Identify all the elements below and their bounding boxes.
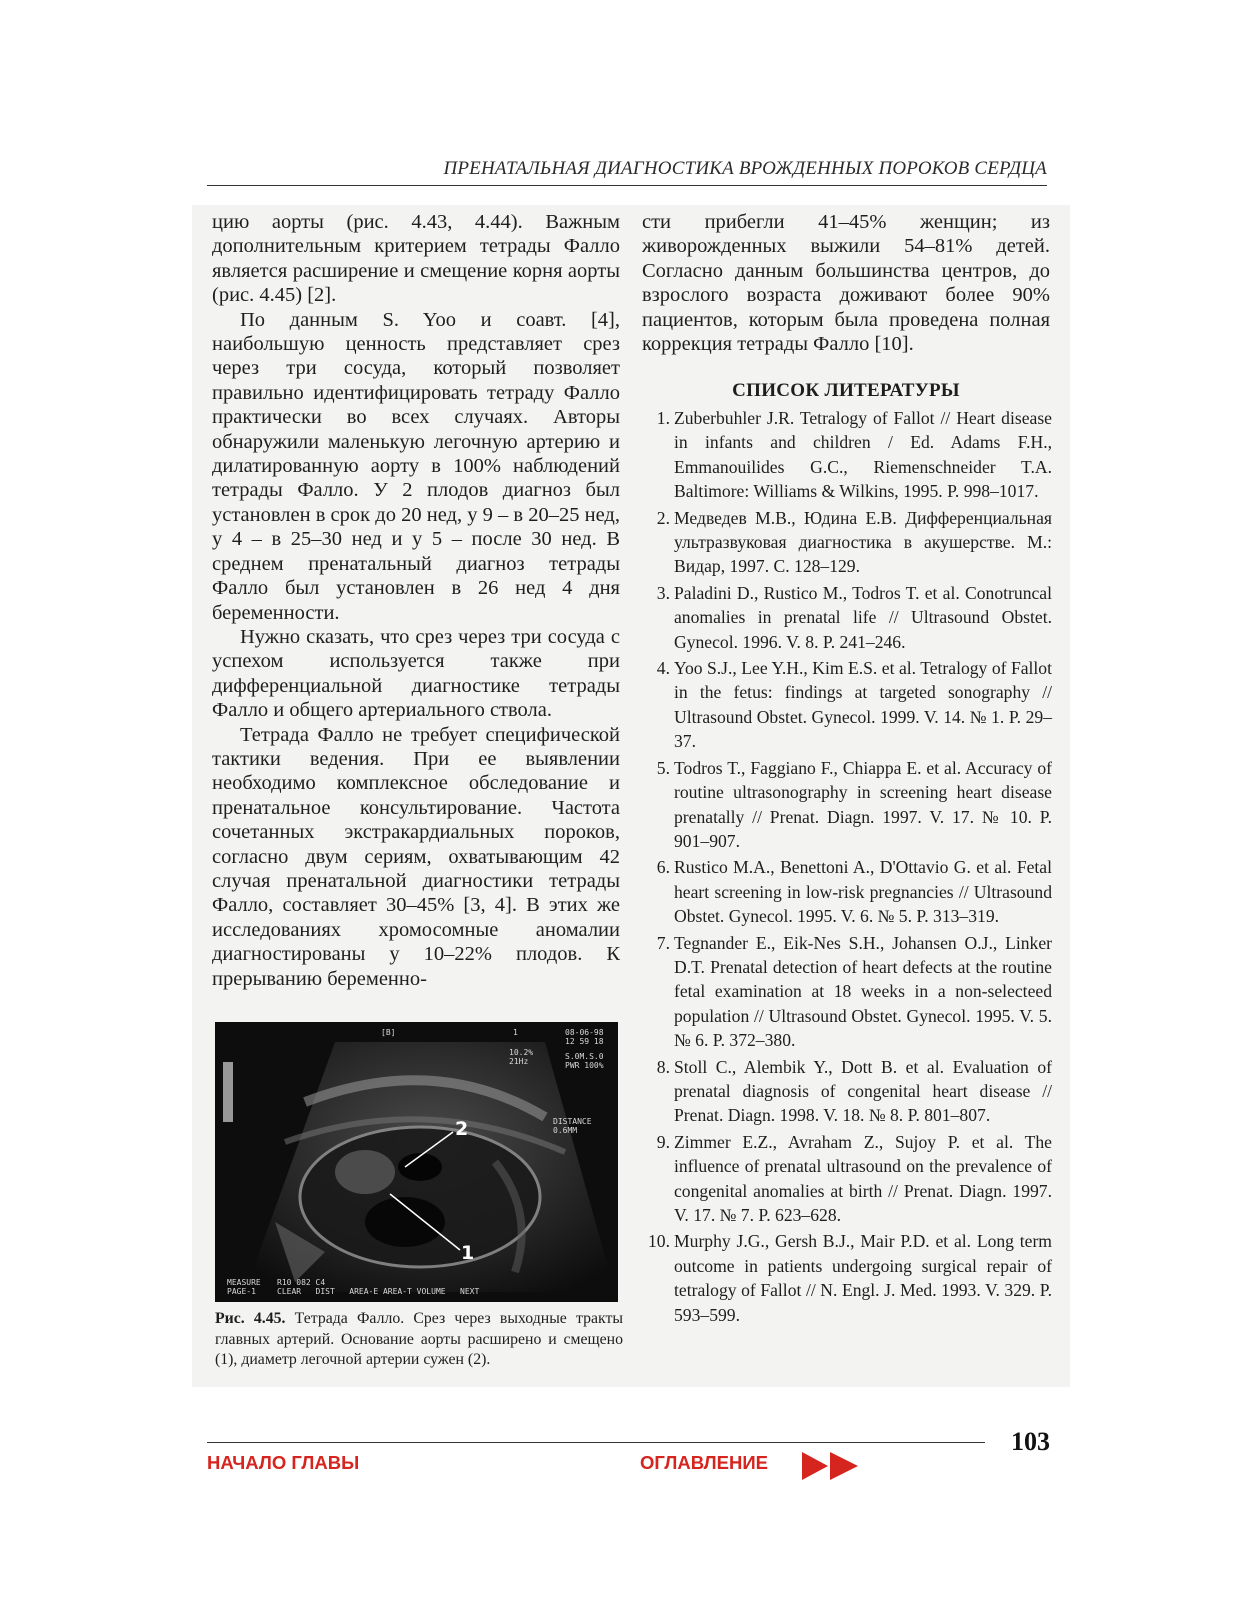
running-header: ПРЕНАТАЛЬНАЯ ДИАГНОСТИКА ВРОЖДЕННЫХ ПОРОКОВ СЕРДЦА: [443, 158, 1047, 179]
reference-item: [642, 855, 1052, 928]
reference-number: 10.: [648, 1231, 670, 1252]
right-text-column: [642, 210, 1050, 356]
figure-caption: [215, 1309, 623, 1371]
scan-overlay-datetime: 08-06-98 12 59 18: [565, 1028, 604, 1046]
reference-number: 3.: [656, 582, 670, 603]
header-divider: [207, 185, 1047, 186]
reference-text: Stoll C., Alembik Y., Dott B. et al. Evaluation of prenatal diagnosis of congenital heart disease // Prenat. Diagn. 1998. V. 18. № 8. P. 801–807.: [674, 1056, 1052, 1126]
reference-item: [642, 1055, 1052, 1128]
paragraph: Нужно сказать, что срез через три сосуда с успехом используется также при дифференциальной диагностике тетрады Фалло и общего артериального ствола.: [212, 625, 620, 722]
reference-item: [642, 1130, 1052, 1228]
reference-item: [642, 1229, 1052, 1327]
scan-overlay-text: [B]: [381, 1028, 396, 1037]
scan-overlay-text: 1: [513, 1028, 518, 1037]
reference-number: 1.: [656, 408, 670, 428]
ultrasound-scan-image: [215, 1022, 618, 1302]
reference-item: [642, 581, 1052, 654]
reference-text: Медведев М.В., Юдина Е.В. Дифференциальная ультразвуковая диагностика в акушерстве. М.: Видар, 1997. С. 128–129.: [674, 507, 1052, 577]
reference-text: Yoo S.J., Lee Y.H., Kim E.S. et al. Tetralogy of Fallot in the fetus: findings at targeted sonography // Ultrasound Obstet. Gynecol. 1999. V. 14. № 1. P. 29–37.: [674, 658, 1052, 752]
caption-label: Рис. 4.45.: [215, 1310, 286, 1327]
reference-text: Rustico M.A., Benettoni A., D'Ottavio G. et al. Fetal heart screening in low-risk pregnancies // Ultrasound Obstet. Gynecol. 1995. V. 6. № 5. P. 313–319.: [674, 857, 1052, 927]
page-number: 103: [1011, 1427, 1050, 1456]
paragraph: По данным S. Yoo и соавт. [4], наибольшую ценность представляет срез через три сосуда, который позволяет правильно идентифицировать тетраду Фалло практически во всех случаях. Авторы обнаружили маленькую легочную артерию и дилатированную аорту в 100% наблюдений тетрады Фалло. У 2 плодов диагноз был установлен в срок до 20 нед, у 9 – в 20–25 нед, у 4 – в 25–30 нед и у 5 – после 30 нед. В среднем пренатальный диагноз тетрады Фалло был установлен в 26 нед 4 дня беременности.: [212, 308, 620, 624]
reference-text: Tegnander E., Eik-Nes S.H., Johansen O.J., Linker D.T. Prenatal detection of heart defects at the routine fetal examination at 18 weeks in a non-selecteed population // Ultrasound Obstet. Gynecol. 1995. V. 5. № 6. P. 372–380.: [674, 932, 1052, 1051]
scan-overlay-text: 10.2% 21Hz: [509, 1048, 534, 1066]
reference-item: [642, 756, 1052, 854]
scan-overlay-text: S.0M.S.0 PWR 100%: [565, 1052, 604, 1070]
paragraph: сти прибегли 41–45% женщин; из живорожденных выжили 54–81% детей. Согласно данным большинства центров, до взрослого возраста доживают более 90% пациентов, которым была проведена полная коррекция тетрады Фалло [10].: [642, 211, 1050, 356]
reference-text: Murphy J.G., Gersh B.J., Mair P.D. et al. Long term outcome in patients undergoing surgical repair of tetralogy of Fallot // N. Engl. J. Med. 1993. V. 329. P. 593–599.: [674, 1231, 1052, 1325]
double-arrow-right-icon[interactable]: [802, 1452, 860, 1480]
table-of-contents-link[interactable]: ОГЛАВЛЕНИЕ: [640, 1452, 768, 1473]
left-text-column: [212, 210, 620, 991]
reference-item: [642, 406, 1052, 504]
reference-text: Zimmer E.Z., Avraham Z., Sujoy P. et al. The influence of prenatal ultrasound on the prevalence of congenital anomalies at birth // Prenat. Diagn. 1997. V. 17. № 7. P. 623–628.: [674, 1131, 1052, 1225]
references-title: СПИСОК ЛИТЕРАТУРЫ: [732, 380, 960, 401]
reference-number: 6.: [656, 857, 670, 878]
ultrasound-figure: [215, 1022, 618, 1302]
scan-overlay-distance: DISTANCE 0.6MM: [553, 1117, 592, 1135]
reference-number: 4.: [656, 658, 670, 679]
reference-item: [642, 931, 1052, 1053]
reference-number: 2.: [656, 507, 670, 528]
figure-marker-2: 2: [455, 1118, 469, 1140]
reference-item: [642, 506, 1052, 579]
reference-list: [642, 406, 1052, 1327]
paragraph: Тетрада Фалло не требует специфической тактики ведения. При ее выявлении необходимо комплексное обследование и пренатальное консультирование. Частота сочетанных экстракардиальных пороков, согласно двум сериям, охватывающим 42 случая пренатальной диагностики тетрады Фалло, составляет 30–45% [3, 4]. В этих же исследованиях хромосомные аномалии диагностированы у 10–22% плодов. К прерыванию беременно-: [212, 723, 620, 990]
reference-number: 7.: [656, 932, 670, 953]
scan-overlay-text: MEASURE PAGE-1: [227, 1278, 261, 1296]
reference-text: Zuberbuhler J.R. Tetralogy of Fallot // Heart disease in infants and children / Ed. Adams F.H., Emmanouilides G.C., Riemenschneider T.A. Baltimore: Williams & Wilkins, 1995. P. 998–1017.: [674, 408, 1052, 502]
reference-text: Todros T., Faggiano F., Chiappa E. et al. Accuracy of routine ultrasonography in screening heart disease prenatally // Prenat. Diagn. 1997. V. 17. № 10. P. 901–907.: [674, 757, 1052, 851]
reference-text: Paladini D., Rustico M., Todros T. et al. Conotruncal anomalies in prenatal life // Ultrasound Obstet. Gynecol. 1996. V. 8. P. 241–246.: [674, 582, 1052, 652]
caption-text: Тетрада Фалло. Срез через выходные тракты главных артерий. Основание аорты расширено и смещено (1), диаметр легочной артерии сужен (2).: [215, 1310, 623, 1368]
figure-marker-1: 1: [461, 1242, 475, 1264]
paragraph: цию аорты (рис. 4.43, 4.44). Важным дополнительным критерием тетрады Фалло является расширение и смещение корня аорты (рис. 4.45) [2].: [212, 211, 620, 307]
reference-number: 8.: [656, 1056, 670, 1077]
footer-divider: [207, 1442, 985, 1443]
reference-item: [642, 656, 1052, 754]
chapter-start-link[interactable]: НАЧАЛО ГЛАВЫ: [207, 1452, 360, 1473]
reference-number: 9.: [656, 1131, 670, 1152]
reference-number: 5.: [656, 757, 670, 778]
scan-overlay-menu: R10 082 C4 CLEAR DIST AREA-E AREA-T VOLUME NEXT: [277, 1278, 480, 1296]
